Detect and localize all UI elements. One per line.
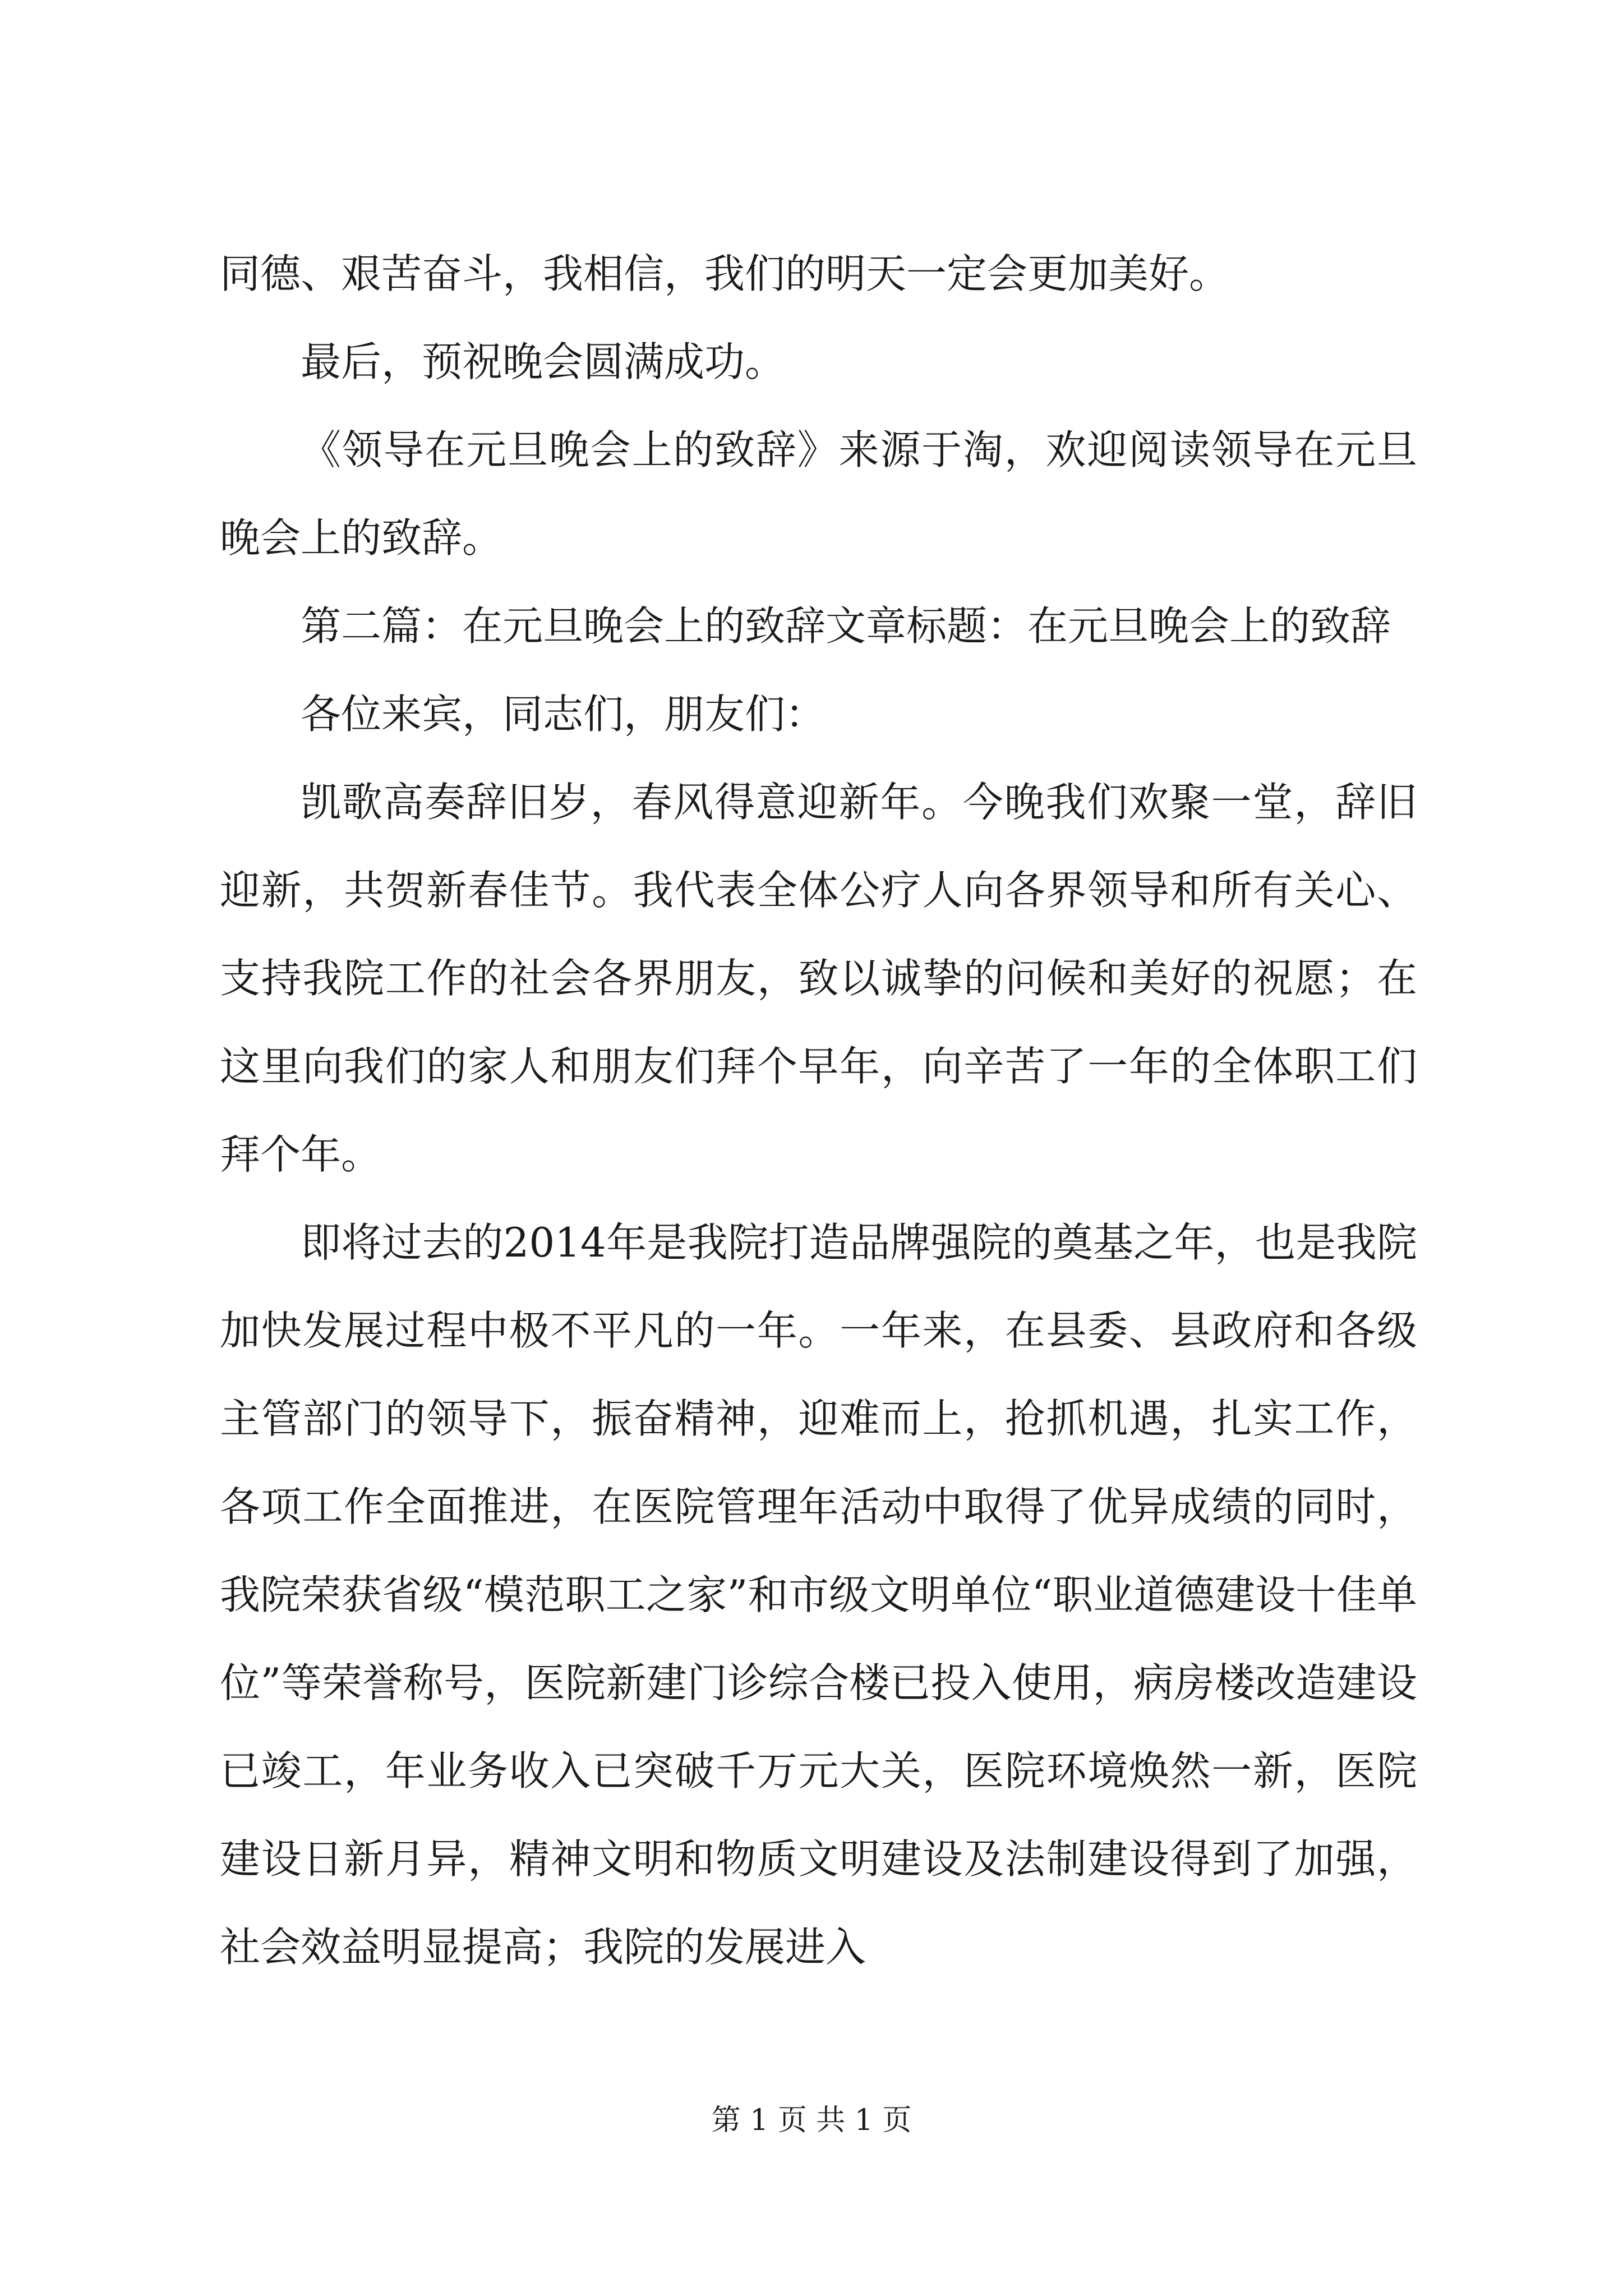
page-footer: 第 1 页 共 1 页 [711, 2104, 912, 2137]
document-body [220, 230, 1417, 1991]
paragraph-greeting: 各位来宾，同志们，朋友们： [301, 691, 826, 738]
paragraph-year-review: 即将过去的2014年是我院打造品牌强院的奠基之年，也是我院加快发展过程中极不平凡的一年。一年来，在县委、县政府和各级主管部门的领导下，振奋精神，迎难而上，抢抓机遇，扎实工作，各项工作全面推进，在医院管理年活动中取得了优异成绩的同时，我院荣获省级“模范职工之家”和市级文明单位“职业道德建设十佳单位”等荣誉称号，医院新建门诊综合楼已投入使用，病房楼改造建设已竣工，年业务收入已突破千万元大关，医院环境焕然一新，医院建设日新月异，精神文明和物质文明建设及法制建设得到了加强，社会效益明显提高；我院的发展进入 [220, 1219, 1417, 1971]
paragraph-continuation: 同德、艰苦奋斗，我相信，我们的明天一定会更加美好。 [220, 250, 1230, 297]
paragraph-second-article-title: 第二篇：在元旦晚会上的致辞文章标题：在元旦晚会上的致辞 [301, 602, 1391, 650]
paragraph-source-note: 《领导在元旦晚会上的致辞》来源于淘，欢迎阅读领导在元旦晚会上的致辞。 [220, 426, 1417, 562]
paragraph-new-year-wishes: 凯歌高奏辞旧岁，春风得意迎新年。今晚我们欢聚一堂，辞旧迎新，共贺新春佳节。我代表全体公疗人向各界领导和所有关心、支持我院工作的社会各界朋友，致以诚挚的问候和美好的祝愿；在这里向我们的家人和朋友们拜个早年，向辛苦了一年的全体职工们拜个年。 [220, 779, 1417, 1178]
paragraph-closing-wish: 最后，预祝晚会圆满成功。 [301, 338, 786, 385]
